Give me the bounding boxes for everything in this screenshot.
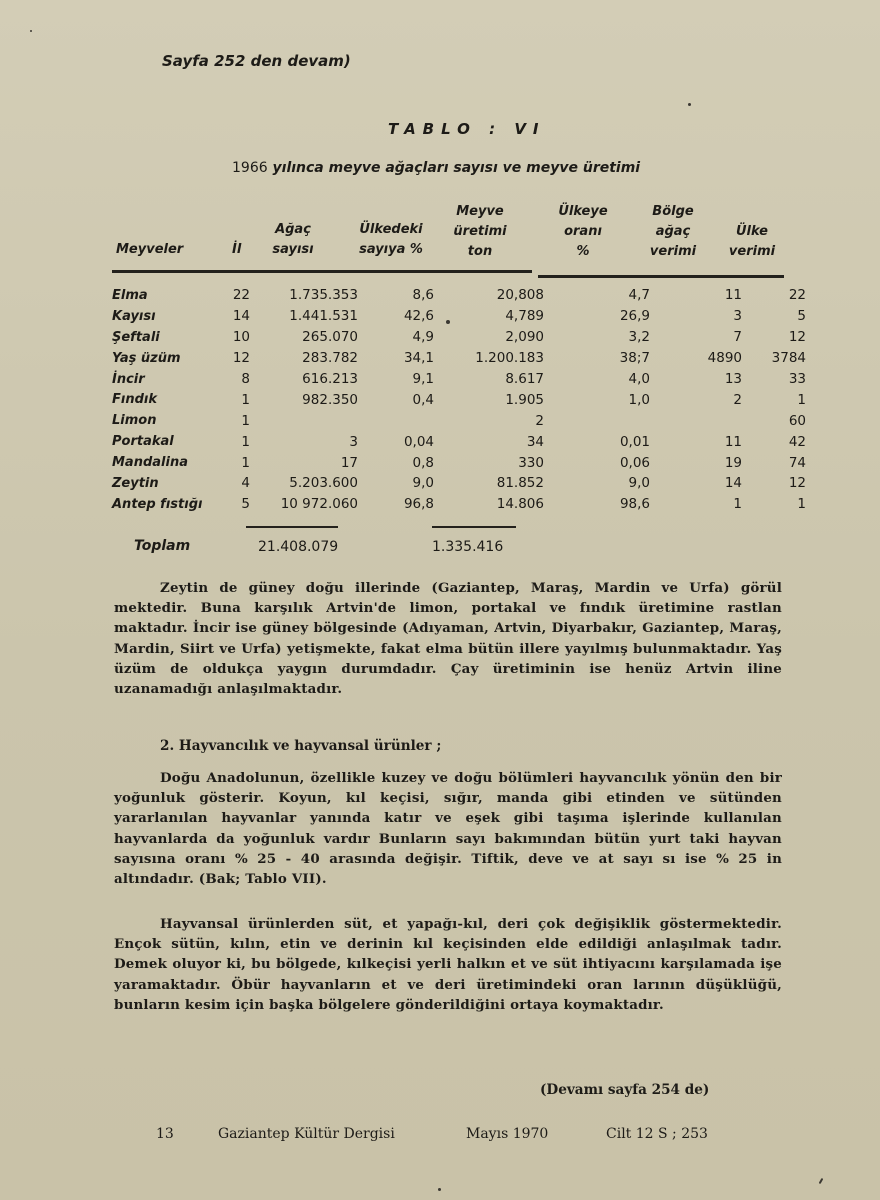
- paper-speck: [30, 30, 32, 32]
- header-ulke-verimi: Ülke verimi: [728, 224, 776, 259]
- continued-to-note: (Devamı sayfa 254 de): [540, 1082, 710, 1098]
- total-uretim: 1.335.416: [432, 539, 504, 555]
- total-agac: 21.408.079: [258, 539, 339, 555]
- table-row: Zeytin 4 5.203.600 9,0 81.852 9,0 14 12: [112, 473, 806, 494]
- header-agac-sayisi: Ağaç sayısı: [272, 222, 314, 257]
- fruit-name: İncir: [112, 371, 145, 387]
- table-row: Mandalina 1 17 0,8 330 0,06 19 74: [112, 452, 806, 473]
- fruit-name: Fındık: [112, 392, 157, 408]
- fruit-name: Portakal: [112, 434, 174, 450]
- paragraph-1: Zeytin de güney doğu illerinde (Gaziantep, Maraş, Mardin ve Urfa) görül mektedir. Buna karşılık Artvin'de limon, portakal ve fındık üretimine rastlan maktadır. İncir ise güney bölgesinde (Adıyaman, Artvin, Diyarbakır, Gaziantep, Maraş, Mardin, Siirt ve Urfa) yetişmekte, fakat elma bütün illere yayılmış bulunmaktadır. Yaş üzüm de oldukça yaygın durumdadır. Çay üretiminin ise henüz Artvin iline uzanamadığı anlaşılmaktadır.: [114, 580, 782, 698]
- header-rule-right: [538, 275, 784, 278]
- table-row: Elma 22 1.735.353 8,6 20,808 4,7 11 22: [112, 285, 806, 306]
- section-heading: 2. Hayvancılık ve hayvansal ürünler ;: [160, 738, 442, 754]
- total-rule-uretim: [432, 526, 516, 528]
- continued-from-note: Sayfa 252 den devam): [162, 52, 351, 70]
- table-row: Kayısı 14 1.441.531 42,6 4,789 26,9 3 5: [112, 306, 806, 327]
- paper-speck: [819, 1178, 824, 1184]
- header-bolge-agac-verimi: Bölge ağaç verimi: [649, 204, 697, 259]
- header-rule-left: [112, 270, 532, 273]
- table-subtitle-year: 1966: [232, 160, 268, 176]
- fruit-name: Mandalina: [112, 455, 188, 471]
- table-subtitle: [232, 160, 640, 176]
- table-row: İncir 8 616.213 9,1 8.617 4,0 13 33: [112, 369, 806, 390]
- table-subtitle-text: yılınca meyve ağaçları sayısı ve meyve üretimi: [272, 160, 641, 176]
- paragraph-3: Hayvansal ürünlerden süt, et yapağı-kıl, deri çok değişiklik göstermektedir. Ençok sütün, kılın, etin ve derinin kıl keçisinden elde edildiği anlaşılmak tadır. Demek oluyor ki, bu bölgede, kılkeçisi yerli halkın et ve süt ihtiyacını karşılamada işe yaramaktadır. Öbür hayvanların et ve deri üretimindeki oran larının düşüklüğü, bunların kesim için başka bölgelere gönderildiğini ortaya koymaktadır.: [114, 916, 782, 1013]
- table-row: Limon 1 2 60: [112, 410, 806, 431]
- paper-speck: [438, 1188, 441, 1191]
- total-rule-agac: [246, 526, 338, 528]
- table-row: Antep fıstığı 5 10 972.060 96,8 14.806 98,6 1 1: [112, 494, 806, 515]
- header-ulkeye-orani: Ülkeye oranı %: [558, 204, 608, 259]
- table-row: Yaş üzüm 12 283.782 34,1 1.200.183 38;7 4890 3784: [112, 348, 806, 369]
- fruit-table: [112, 285, 806, 515]
- footer-journal: Gaziantep Kültür Dergisi: [218, 1126, 395, 1142]
- paper-speck: [446, 320, 450, 324]
- fruit-name: Limon: [112, 413, 157, 429]
- table-title: TABLO : VI: [388, 120, 546, 138]
- paragraph-2: Doğu Anadolunun, özellikle kuzey ve doğu bölümleri hayvancılık yönün den bir yoğunluk gösterir. Koyun, kıl keçisi, sığır, manda gibi etinden ve sütünden yararlanılan hayvanlar yanında katır ve eşek gibi taşıma işlerinde kullanılan hayvanlarda da yoğunluk vardır Bunların sayı bakımından bütün yurt taki hayvan sayısına oranı % 25 - 40 arasında değişir. Tiftik, deve ve at sayı sı ise % 25 in altındadır. (Bak; Tablo VII).: [114, 770, 782, 888]
- header-il: İl: [232, 242, 242, 257]
- header-meyve-uretimi: Meyve üretimi ton: [453, 204, 507, 259]
- footer-issue-number: 13: [156, 1126, 174, 1142]
- header-ulkedeki-sayiya: Ülkedeki sayıya %: [359, 222, 423, 257]
- table-row: Şeftali 10 265.070 4,9 2,090 3,2 7 12: [112, 327, 806, 348]
- fruit-name: Elma: [112, 287, 148, 303]
- fruit-name: Yaş üzüm: [112, 350, 181, 366]
- table-row: Portakal 1 3 0,04 34 0,01 11 42: [112, 431, 806, 452]
- table-row: Fındık 1 982.350 0,4 1.905 1,0 2 1: [112, 389, 806, 410]
- fruit-name: Antep fıstığı: [112, 496, 203, 512]
- fruit-name: Şeftali: [112, 329, 160, 345]
- header-meyveler: Meyveler: [116, 242, 184, 257]
- footer-volume: Cilt 12 S ; 253: [606, 1126, 708, 1142]
- total-label: Toplam: [134, 538, 191, 554]
- footer-date: Mayıs 1970: [466, 1126, 549, 1142]
- paper-speck: [688, 103, 691, 106]
- fruit-name: Zeytin: [112, 475, 159, 491]
- fruit-name: Kayısı: [112, 308, 156, 324]
